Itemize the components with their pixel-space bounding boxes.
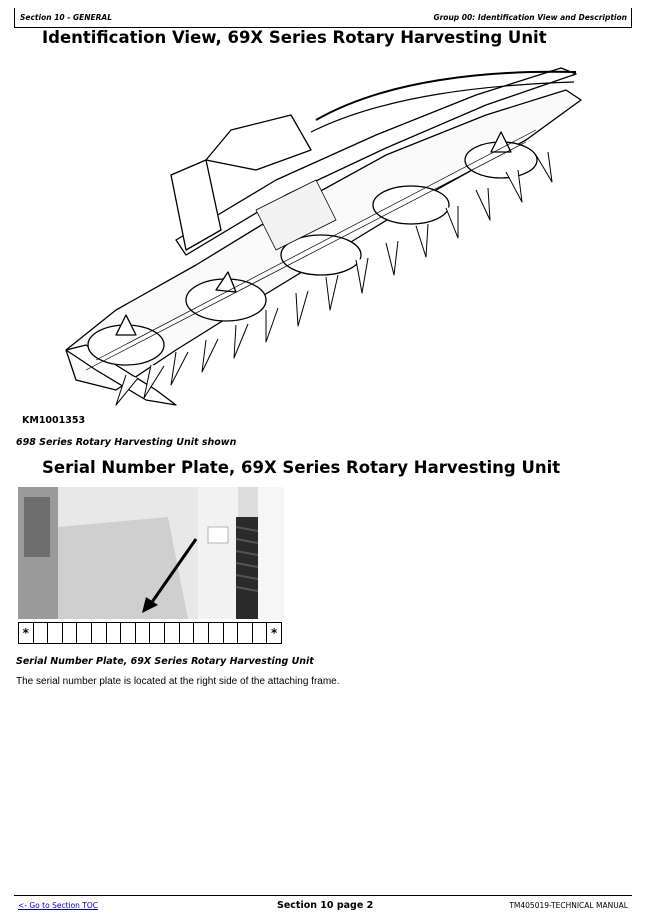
serial-plate-description: The serial number plate is located at the right side of the attaching frame. bbox=[16, 676, 340, 687]
plate-cell bbox=[194, 623, 209, 643]
section-label: Section 10 - GENERAL bbox=[20, 13, 113, 22]
plate-cell bbox=[253, 623, 268, 643]
plate-cell bbox=[165, 623, 180, 643]
figure-id: KM1001353 bbox=[22, 415, 86, 426]
footer-divider bbox=[14, 895, 632, 896]
plate-cell bbox=[34, 623, 49, 643]
page-header bbox=[14, 8, 632, 28]
plate-cell bbox=[180, 623, 195, 643]
group-label: Group 00: Identification View and Description bbox=[433, 13, 627, 22]
identification-title: Identification View, 69X Series Rotary Harvesting Unit bbox=[42, 28, 547, 47]
plate-cell bbox=[150, 623, 165, 643]
plate-cell bbox=[92, 623, 107, 643]
plate-cell bbox=[136, 623, 151, 643]
plate-cell bbox=[238, 623, 253, 643]
plate-cell bbox=[63, 623, 78, 643]
plate-cell bbox=[77, 623, 92, 643]
plate-cell bbox=[209, 623, 224, 643]
section-toc-link[interactable]: <- Go to Section TOC bbox=[18, 901, 99, 910]
serial-number-plate bbox=[18, 622, 282, 644]
page-number: Section 10 page 2 bbox=[277, 900, 374, 911]
serial-plate-title: Serial Number Plate, 69X Series Rotary Harvesting Unit bbox=[42, 458, 561, 477]
serial-plate-caption: Serial Number Plate, 69X Series Rotary Harvesting Unit bbox=[16, 656, 314, 667]
plate-cell bbox=[107, 623, 122, 643]
plate-end-star: * bbox=[271, 626, 278, 640]
plate-start-star: * bbox=[19, 623, 34, 643]
manual-number: TM405019-TECHNICAL MANUAL bbox=[509, 901, 628, 910]
identification-caption: 698 Series Rotary Harvesting Unit shown bbox=[16, 437, 237, 448]
harvesting-unit-illustration bbox=[56, 60, 586, 422]
plate-cell bbox=[224, 623, 239, 643]
serial-plate-photo bbox=[18, 487, 284, 619]
plate-cell bbox=[48, 623, 63, 643]
plate-cell bbox=[121, 623, 136, 643]
